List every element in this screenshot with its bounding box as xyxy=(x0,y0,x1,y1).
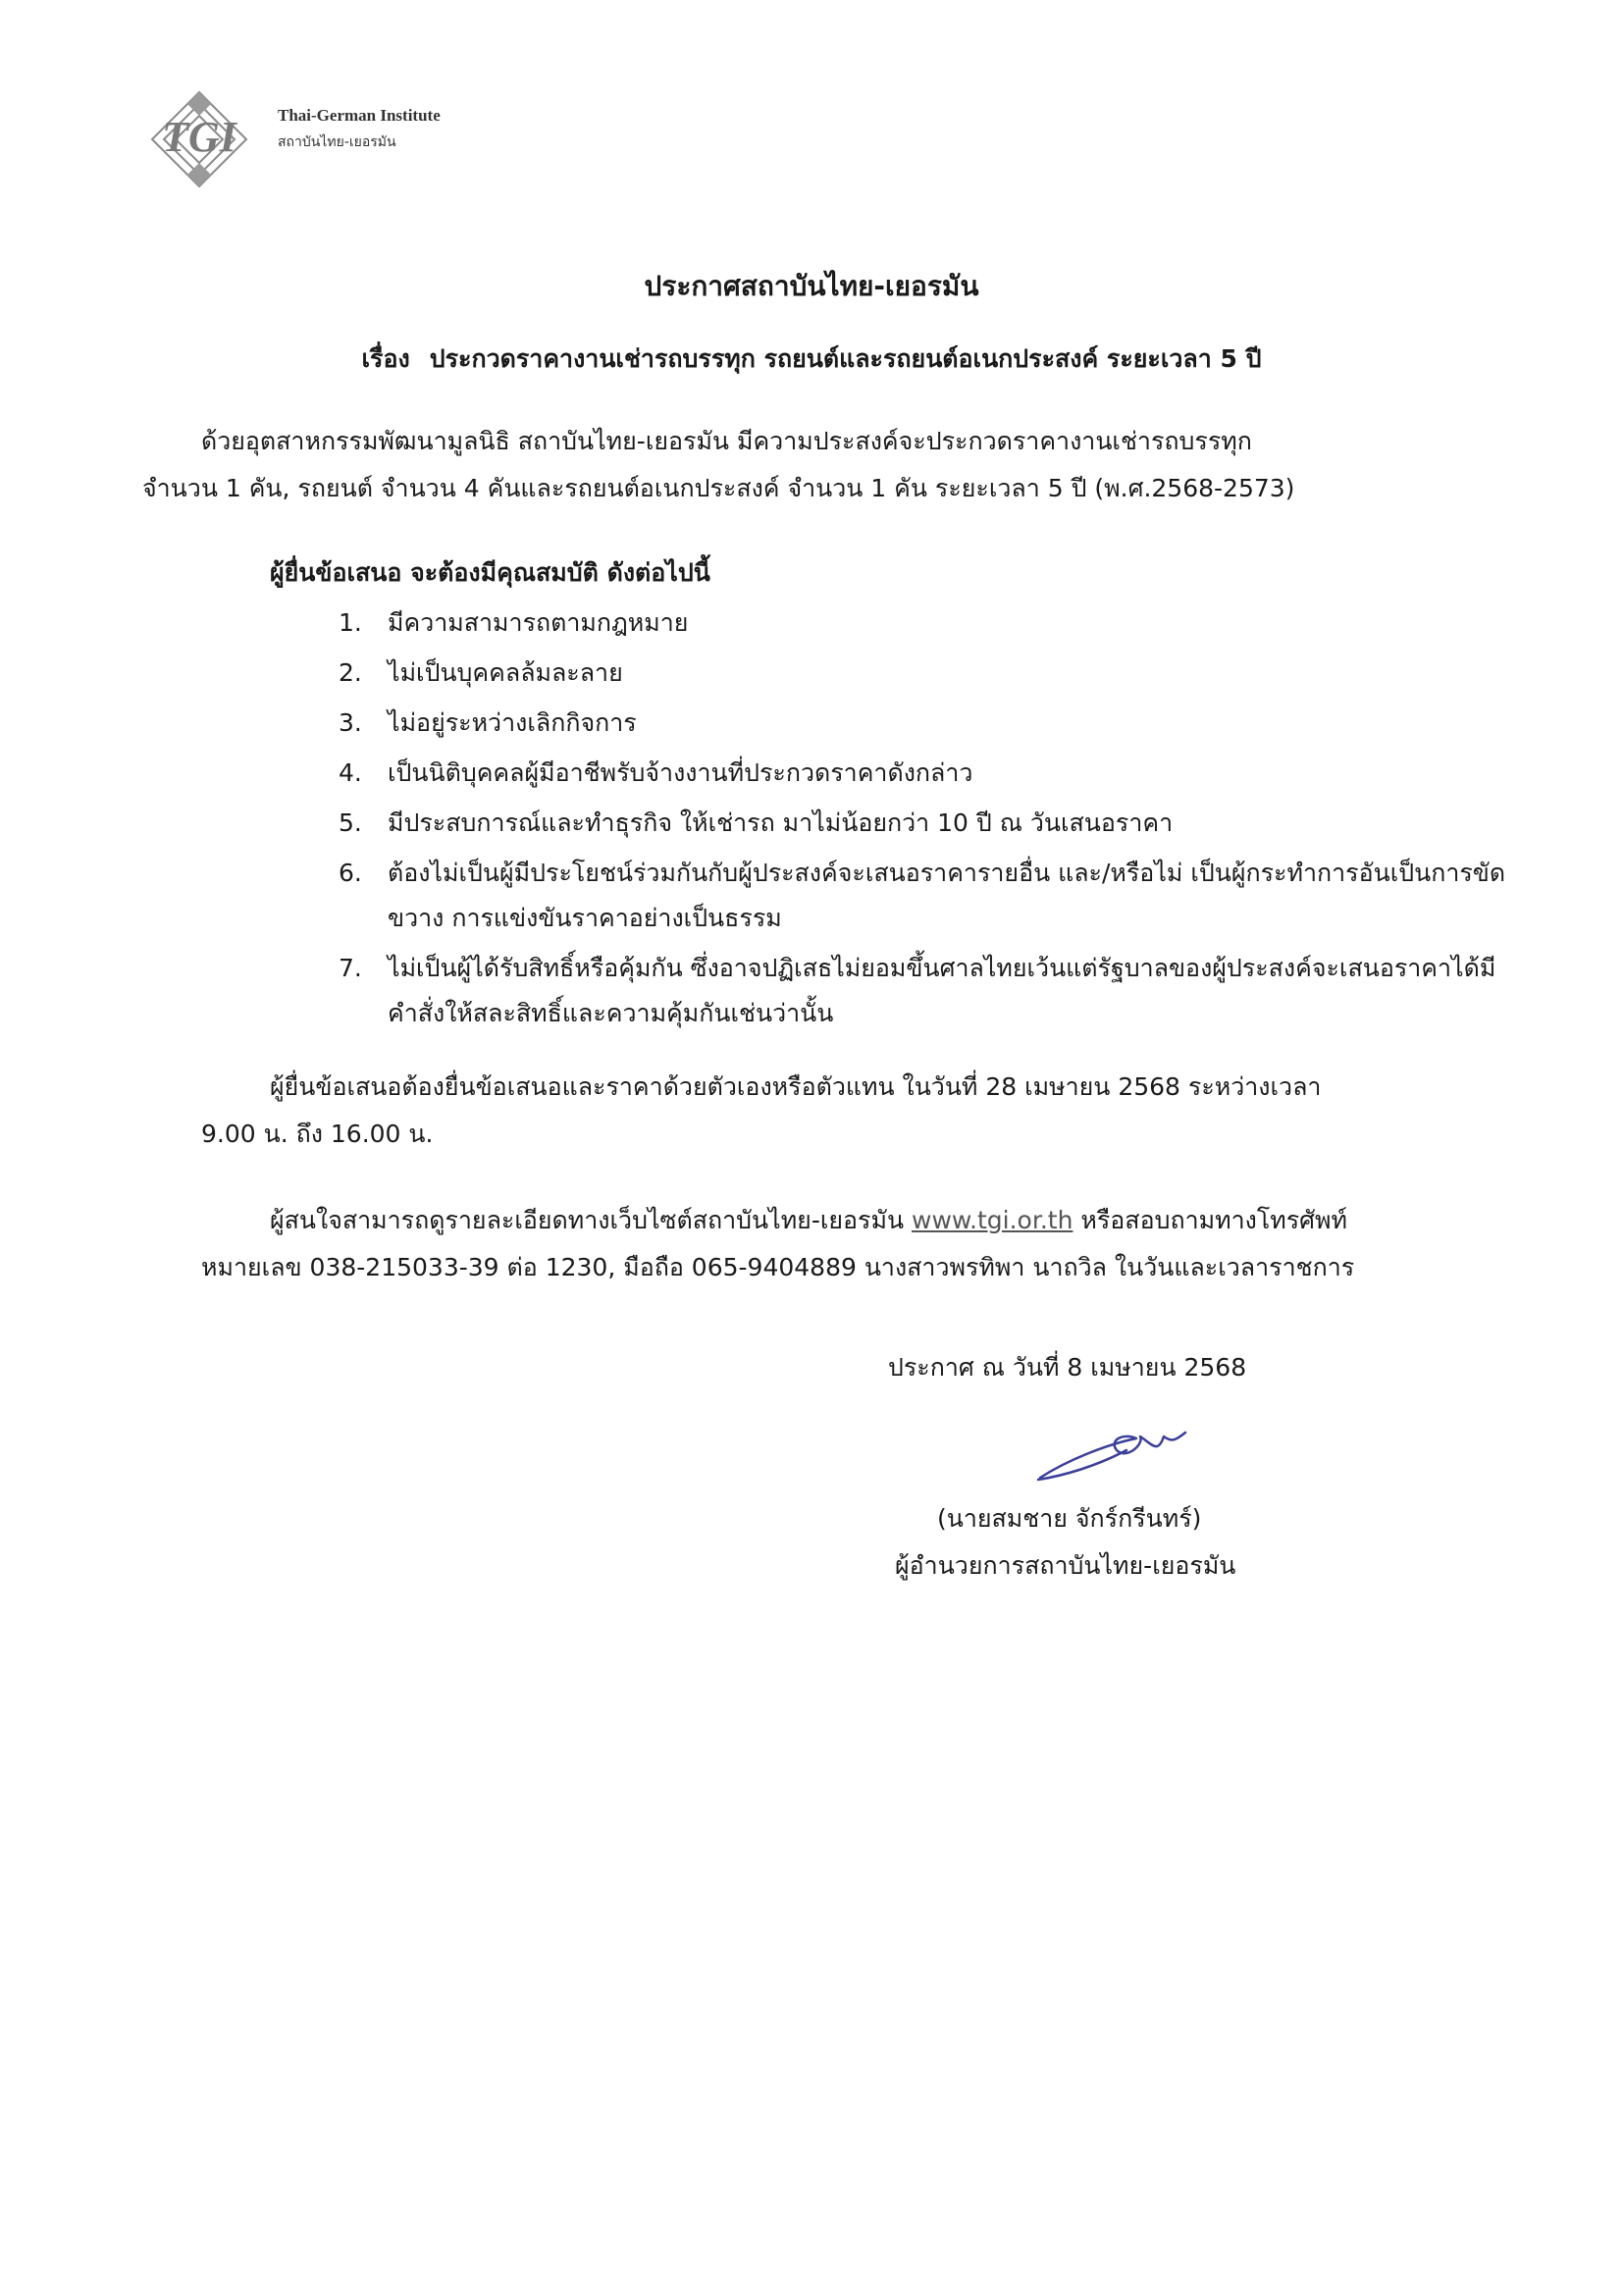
logo-name-english: Thai-German Institute xyxy=(278,106,441,125)
list-item: 4. เป็นนิติบุคคลผู้มีอาชีพรับจ้างงานที่ประกวดราคาดังกล่าว xyxy=(339,758,973,787)
svg-text:TGI: TGI xyxy=(162,113,236,161)
signer-name: (นายสมชาย จักร์กรีนทร์) xyxy=(937,1504,1202,1533)
list-item: 5. มีประสบการณ์และทำธุรกิจ ให้เช่ารถ มาไม่น้อยกว่า 10 ปี ณ วันเสนอราคา xyxy=(339,809,1174,837)
submission-line-1: ผู้ยื่นข้อเสนอต้องยื่นข้อเสนอและราคาด้วยตัวเองหรือตัวแทน ในวันที่ 28 เมษายน 2568 ระหว่างเวลา xyxy=(270,1072,1322,1101)
contact-paragraph xyxy=(201,1197,1526,1291)
tgi-logo-mark-icon xyxy=(126,90,273,198)
submission-line-2: 9.00 น. ถึง 16.00 น. xyxy=(201,1120,434,1148)
website-link[interactable]: www.tgi.or.th xyxy=(912,1206,1073,1234)
announcement-date: ประกาศ ณ วันที่ 8 เมษายน 2568 xyxy=(888,1353,1247,1382)
submission-paragraph xyxy=(201,1064,1526,1158)
contact-line-2: หมายเลข 038-215033-39 ต่อ 1230, มือถือ 065-9404889 นางสาวพรทิพา นาถวิล ในวันและเวลาราชการ xyxy=(201,1253,1355,1281)
list-item: 2. ไม่เป็นบุคคลล้มละลาย xyxy=(339,658,623,687)
list-item: 1. มีความสามารถตามกฎหมาย xyxy=(339,608,689,637)
tgi-logo xyxy=(126,90,479,198)
list-item: 7. ไม่เป็นผู้ได้รับสิทธิ์หรือคุ้มกัน ซึ่งอาจปฏิเสธไม่ยอมขึ้นศาลไทยเว้นแต่รัฐบาลของผู้ประสงค์จะเสนอราคาได้มีคำสั่งให้สละสิทธิ์และความคุ้มกันเช่นว่านั้น xyxy=(339,954,1496,1027)
intro-line-1: ด้วยอุตสาหกรรมพัฒนามูลนิธิ สถาบันไทย-เยอรมัน มีความประสงค์จะประกวดราคางานเช่ารถบรรทุก xyxy=(201,427,1252,455)
intro-paragraph xyxy=(142,418,1506,512)
subject-text: ประกวดราคางานเช่ารถบรรทุก รถยนต์และรถยนต์อเนกประสงค์ ระยะเวลา 5 ปี xyxy=(429,344,1262,373)
intro-line-2: จำนวน 1 คัน, รถยนต์ จำนวน 4 คันและรถยนต์อเนกประสงค์ จำนวน 1 คัน ระยะเวลา 5 ปี (พ.ศ.2568-2573) xyxy=(142,474,1295,502)
signer-title: ผู้อำนวยการสถาบันไทย-เยอรมัน xyxy=(895,1551,1236,1580)
qualifications-heading: ผู้ยื่นข้อเสนอ จะต้องมีคุณสมบัติ ดังต่อไปนี้ xyxy=(270,558,710,587)
signature-icon xyxy=(1028,1411,1195,1489)
contact-line-1: ผู้สนใจสามารถดูรายละเอียดทางเว็บไซต์สถาบันไทย-เยอรมัน www.tgi.or.th หรือสอบถามทางโทรศัพท์ xyxy=(270,1206,1347,1234)
qualifications-list xyxy=(339,600,1516,1041)
list-item: 6. ต้องไม่เป็นผู้มีประโยชน์ร่วมกันกับผู้ประสงค์จะเสนอราคารายอื่น และ/หรือไม่ เป็นผู้กระทำการอันเป็นการขัดขวาง การแข่งขันราคาอย่างเป็นธรรม xyxy=(339,859,1506,932)
logo-name-thai: สถาบันไทย-เยอรมัน xyxy=(278,134,396,150)
announcement-heading: ประกาศสถาบันไทย-เยอรมัน xyxy=(644,270,979,302)
list-item: 3. ไม่อยู่ระหว่างเลิกกิจการ xyxy=(339,708,637,737)
subject-line xyxy=(0,339,1623,379)
subject-label: เรื่อง xyxy=(361,344,410,373)
